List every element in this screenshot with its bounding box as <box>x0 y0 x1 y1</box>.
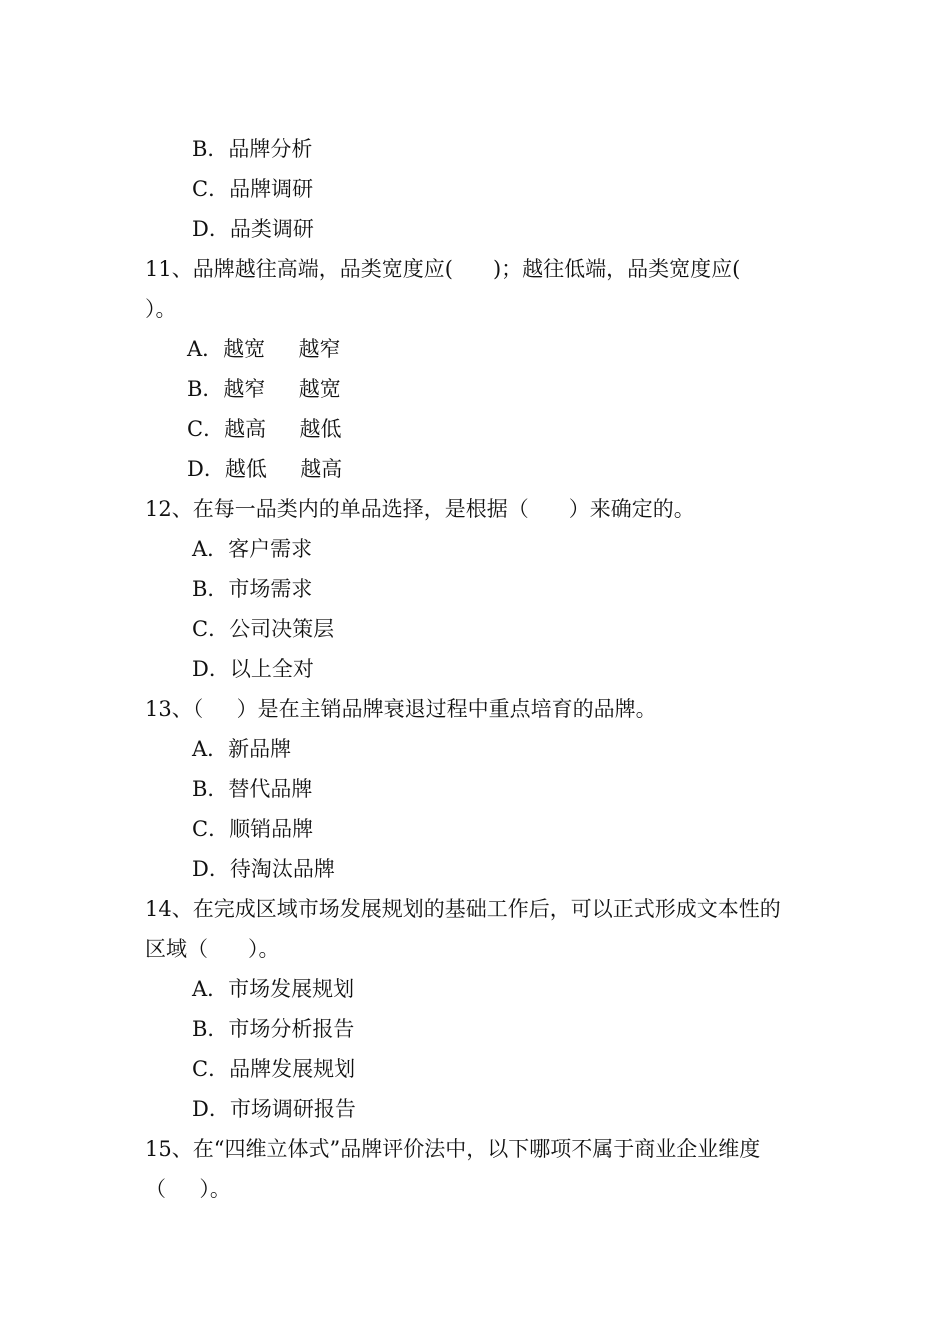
q13-option-b: B．替代品牌 <box>192 777 313 801</box>
q15-stem-line2: （ ）。 <box>145 1177 231 1201</box>
q12-option-a: A．客户需求 <box>192 537 313 561</box>
q14-option-c: C．品牌发展规划 <box>192 1057 356 1081</box>
q11-option-d: D．越低 越高 <box>187 457 343 481</box>
q11-option-c: C．越高 越低 <box>187 417 342 441</box>
q14-stem-line1: 14、在完成区域市场发展规划的基础工作后，可以正式形成文本性的 <box>145 897 781 921</box>
q11-option-b: B．越窄 越宽 <box>187 377 341 401</box>
q14-option-d: D．市场调研报告 <box>192 1097 356 1121</box>
q13-stem: 13、（ ）是在主销品牌衰退过程中重点培育的品牌。 <box>145 697 657 721</box>
q12-option-c: C．公司决策层 <box>192 617 335 641</box>
q13-option-a: A．新品牌 <box>192 737 292 761</box>
q14-option-a: A．市场发展规划 <box>192 977 355 1001</box>
q12-option-b: B．市场需求 <box>192 577 313 601</box>
q11-stem-line1: 11、品牌越往高端，品类宽度应( )；越往低端，品类宽度应( <box>145 257 741 281</box>
q10-option-d: D．品类调研 <box>192 217 314 241</box>
q11-option-a: A．越宽 越窄 <box>187 337 341 361</box>
q15-stem-line1: 15、在“四维立体式”品牌评价法中，以下哪项不属于商业企业维度 <box>145 1137 761 1161</box>
q13-option-d: D．待淘汰品牌 <box>192 857 335 881</box>
q10-option-b: B．品牌分析 <box>192 137 313 161</box>
q11-stem-line2: ）。 <box>145 297 177 321</box>
q13-option-c: C．顺销品牌 <box>192 817 314 841</box>
q12-option-d: D．以上全对 <box>192 657 314 681</box>
q10-option-c: C．品牌调研 <box>192 177 314 201</box>
q12-stem: 12、在每一品类内的单品选择，是根据（ ）来确定的。 <box>145 497 695 521</box>
q14-option-b: B．市场分析报告 <box>192 1017 355 1041</box>
q14-stem-line2: 区域（ ）。 <box>145 937 280 961</box>
